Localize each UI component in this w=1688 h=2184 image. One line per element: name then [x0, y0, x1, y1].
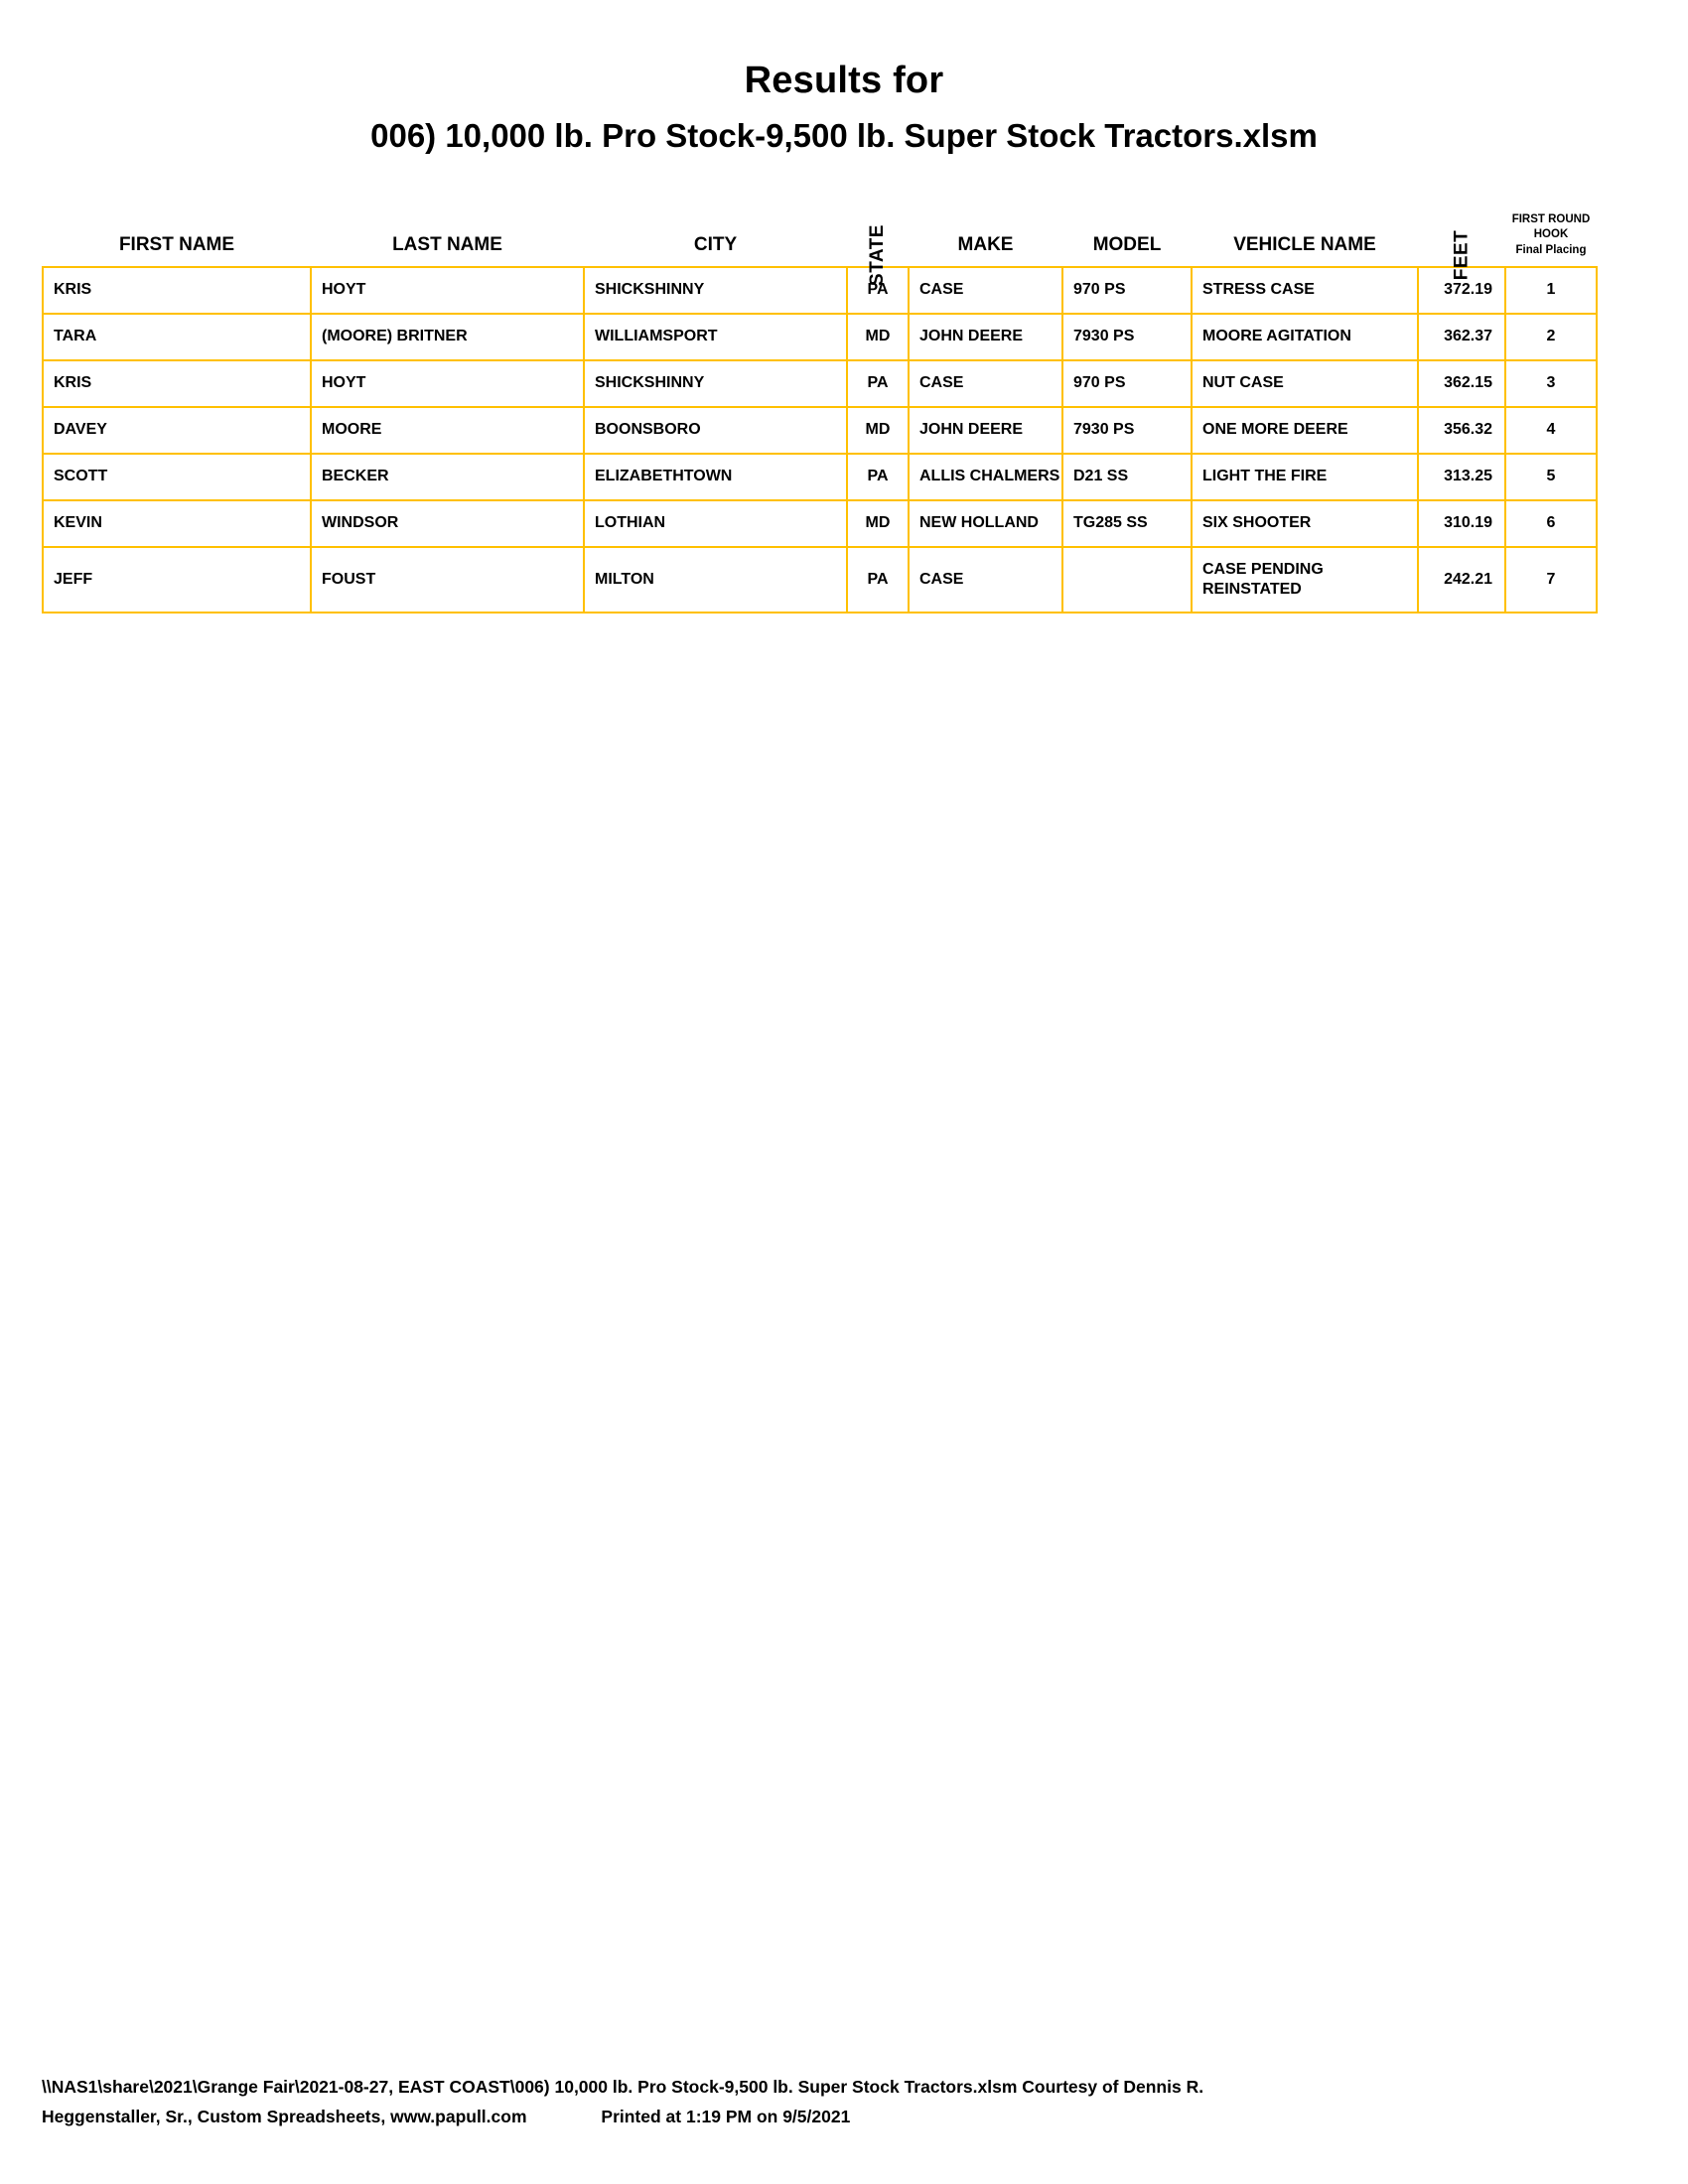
- cell-first-name: KRIS: [43, 360, 311, 407]
- cell-state: MD: [847, 314, 909, 360]
- cell-vehicle-name: NUT CASE: [1192, 360, 1418, 407]
- column-header-make: MAKE: [957, 233, 1014, 255]
- footer-credit: Heggenstaller, Sr., Custom Spreadsheets, www.papull.com: [42, 2107, 527, 2127]
- table-row: [43, 267, 1597, 314]
- cell-feet: 313.25: [1418, 454, 1505, 500]
- cell-make: JOHN DEERE: [909, 407, 1062, 454]
- cell-model: 7930 PS: [1062, 314, 1192, 360]
- cell-first-name: DAVEY: [43, 407, 311, 454]
- footer-printed-timestamp: Printed at 1:19 PM on 9/5/2021: [601, 2107, 851, 2127]
- footer-credit-row: [42, 2102, 1646, 2132]
- cell-last-name: (MOORE) BRITNER: [311, 314, 584, 360]
- table-row: [43, 360, 1597, 407]
- cell-vehicle-name: ONE MORE DEERE: [1192, 407, 1418, 454]
- table-row: [43, 454, 1597, 500]
- cell-last-name: HOYT: [311, 360, 584, 407]
- cell-city: LOTHIAN: [584, 500, 847, 547]
- cell-last-name: FOUST: [311, 547, 584, 613]
- cell-feet: 310.19: [1418, 500, 1505, 547]
- column-header-last-name: LAST NAME: [392, 233, 502, 255]
- cell-last-name: MOORE: [311, 407, 584, 454]
- cell-model: 7930 PS: [1062, 407, 1192, 454]
- column-header-city: CITY: [693, 233, 738, 255]
- cell-state: PA: [847, 267, 909, 314]
- cell-model: 970 PS: [1062, 360, 1192, 407]
- column-header-final-placing-line3: Final Placing: [1515, 243, 1587, 256]
- column-header-final-placing-line1: FIRST ROUND: [1511, 213, 1591, 226]
- page-footer: [42, 2072, 1646, 2132]
- table-body: [43, 267, 1597, 613]
- table-header: [43, 189, 1597, 286]
- cell-final-placing: 5: [1505, 454, 1597, 500]
- column-header-feet-label: FEET: [1451, 229, 1472, 280]
- footer-courtesy: Courtesy of Dennis R.: [1022, 2076, 1204, 2097]
- table-row: [43, 407, 1597, 454]
- title-block: [0, 0, 1688, 159]
- cell-first-name: TARA: [43, 314, 311, 360]
- cell-vehicle-name: STRESS CASE: [1192, 267, 1418, 314]
- column-header-final-placing: [1505, 189, 1597, 267]
- column-header-model: MODEL: [1092, 233, 1162, 255]
- table-header-row: [43, 189, 1597, 267]
- table-row: [43, 547, 1597, 613]
- cell-final-placing: 3: [1505, 360, 1597, 407]
- cell-state: PA: [847, 360, 909, 407]
- column-header-state-label: STATE: [867, 223, 888, 286]
- cell-vehicle-name: MOORE AGITATION: [1192, 314, 1418, 360]
- cell-state: PA: [847, 454, 909, 500]
- page-title: Results for: [744, 60, 944, 101]
- cell-first-name: KEVIN: [43, 500, 311, 547]
- column-header-first-name: FIRST NAME: [118, 233, 235, 255]
- cell-feet: 362.37: [1418, 314, 1505, 360]
- cell-feet: 372.19: [1418, 267, 1505, 314]
- cell-first-name: SCOTT: [43, 454, 311, 500]
- cell-city: SHICKSHINNY: [584, 360, 847, 407]
- cell-make: CASE: [909, 547, 1062, 613]
- footer-file-path: \\NAS1\share\2021\Grange Fair\2021-08-27, EAST COAST\006) 10,000 lb. Pro Stock-9,500 lb. Super Stock Tractors.xlsm: [42, 2076, 1018, 2097]
- page-subtitle: 006) 10,000 lb. Pro Stock-9,500 lb. Super Stock Tractors.xlsm: [370, 116, 1318, 154]
- cell-last-name: WINDSOR: [311, 500, 584, 547]
- cell-final-placing: 6: [1505, 500, 1597, 547]
- footer-path-row: [42, 2072, 1646, 2103]
- cell-make: CASE: [909, 360, 1062, 407]
- cell-city: MILTON: [584, 547, 847, 613]
- table-row: [43, 500, 1597, 547]
- column-header-vehicle-name: VEHICLE NAME: [1233, 233, 1376, 255]
- cell-city: ELIZABETHTOWN: [584, 454, 847, 500]
- column-header-feet: [1418, 189, 1505, 280]
- cell-model: TG285 SS: [1062, 500, 1192, 547]
- cell-feet: 242.21: [1418, 547, 1505, 613]
- cell-model: D21 SS: [1062, 454, 1192, 500]
- cell-vehicle-name: CASE PENDING REINSTATED: [1192, 547, 1418, 613]
- cell-first-name: KRIS: [43, 267, 311, 314]
- cell-vehicle-name: LIGHT THE FIRE: [1192, 454, 1418, 500]
- column-header-final-placing-line2: HOOK: [1533, 228, 1569, 241]
- cell-final-placing: 2: [1505, 314, 1597, 360]
- cell-make: NEW HOLLAND: [909, 500, 1062, 547]
- cell-feet: 362.15: [1418, 360, 1505, 407]
- cell-city: WILLIAMSPORT: [584, 314, 847, 360]
- cell-first-name: JEFF: [43, 547, 311, 613]
- cell-city: BOONSBORO: [584, 407, 847, 454]
- cell-model: 970 PS: [1062, 267, 1192, 314]
- cell-feet: 356.32: [1418, 407, 1505, 454]
- cell-vehicle-name: SIX SHOOTER: [1192, 500, 1418, 547]
- cell-model: [1062, 547, 1192, 613]
- cell-final-placing: 7: [1505, 547, 1597, 613]
- cell-city: SHICKSHINNY: [584, 267, 847, 314]
- cell-final-placing: 4: [1505, 407, 1597, 454]
- cell-state: PA: [847, 547, 909, 613]
- results-table-container: [42, 189, 1646, 614]
- cell-last-name: BECKER: [311, 454, 584, 500]
- cell-final-placing: 1: [1505, 267, 1597, 314]
- cell-last-name: HOYT: [311, 267, 584, 314]
- cell-make: ALLIS CHALMERS: [909, 454, 1062, 500]
- results-table: [42, 189, 1598, 614]
- cell-state: MD: [847, 407, 909, 454]
- cell-make: JOHN DEERE: [909, 314, 1062, 360]
- column-header-state: [847, 189, 909, 286]
- table-row: [43, 314, 1597, 360]
- cell-state: MD: [847, 500, 909, 547]
- cell-make: CASE: [909, 267, 1062, 314]
